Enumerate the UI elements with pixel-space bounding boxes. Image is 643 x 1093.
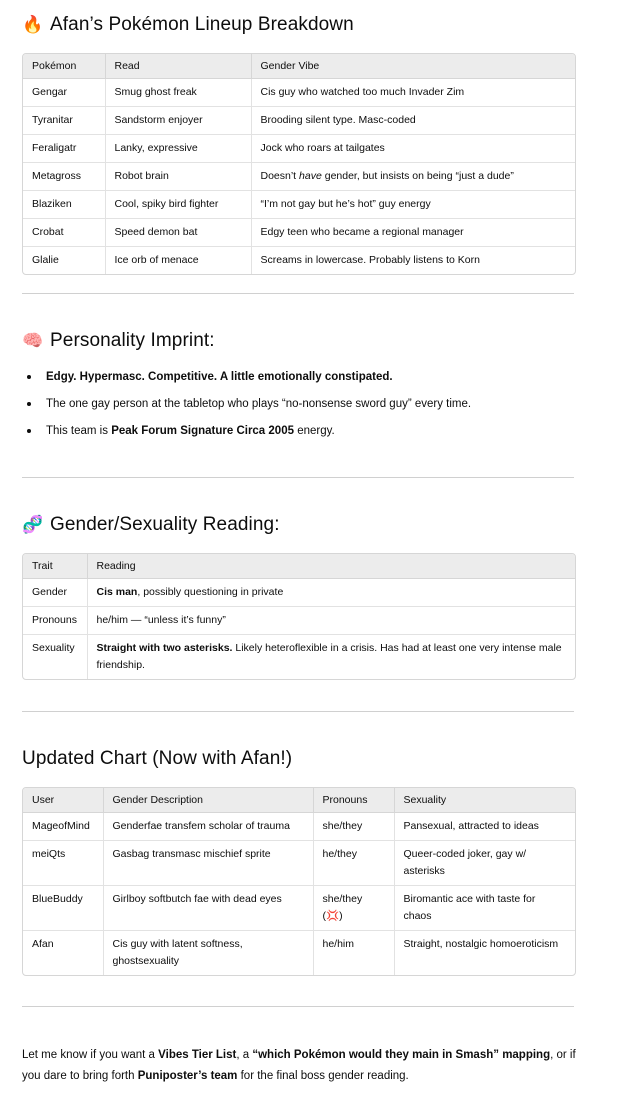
list-item: Edgy. Hypermasc. Competitive. A little emotionally constipated. [46,370,606,397]
brain-icon: 🧠 [22,331,44,350]
lineup-heading [22,14,354,36]
table-row [23,579,575,607]
personality-heading [22,330,215,352]
user-cell: MageofMind [23,813,103,841]
closing-paragraph: Let me know if you want a Vibes Tier List, a “which Pokémon would they main in Smash” mapping, or if you dare to bring forth Puniposter’s team for the final boss gender reading. [22,1049,576,1082]
user-cell: BlueBuddy [23,886,103,931]
vibe-text: Doesn’t [260,170,300,182]
pokemon-cell: Gengar [23,79,105,107]
personality-title: Personality Imprint: [50,330,215,351]
table-row [23,841,575,886]
read-cell: Lanky, expressive [105,135,251,163]
column-header: Trait [23,554,87,579]
table-row [23,107,575,135]
sexuality-cell: Pansexual, attracted to ideas [394,813,575,841]
table-row [23,886,575,931]
gender-description-cell: Gasbag transmasc mischief sprite [103,841,313,886]
read-cell: Speed demon bat [105,219,251,247]
gender-description-cell: Genderfae transfem scholar of trauma [103,813,313,841]
column-header: Sexuality [394,788,575,813]
dna-icon: 🧬 [22,515,44,534]
reading-cell: Cis man, possibly questioning in private [87,579,575,607]
table-row [23,79,575,107]
column-header: Gender Vibe [251,54,575,79]
read-cell: Robot brain [105,163,251,191]
pronouns-cell: she/they [313,813,394,841]
reading-cell: he/him — “unless it’s funny” [87,607,575,635]
user-cell: Afan [23,931,103,976]
gender-reading-title: Gender/Sexuality Reading: [50,514,280,535]
fire-icon: 🔥 [22,15,44,34]
gender-reading-heading [22,514,280,536]
personality-list [22,370,606,451]
updated-chart-heading [22,748,292,770]
column-header: User [23,788,103,813]
table-row [23,191,575,219]
vibe-emphasis: have [299,170,322,182]
table-row [23,635,575,680]
table-row [23,219,575,247]
lineup-table [22,53,576,275]
pronouns-cell: he/they [313,841,394,886]
divider [22,293,574,294]
divider [22,477,574,478]
gender-reading-table [22,553,576,680]
gender-description-cell: Girlboy softbutch fae with dead eyes [103,886,313,931]
table-row [23,813,575,841]
vibe-cell: Screams in lowercase. Probably listens to Korn [260,254,480,266]
vibe-text: gender, but insists on being “just a dude” [321,170,514,182]
table-header-row [23,554,575,579]
gender-description-cell: Cis guy with latent softness, ghostsexuality [103,931,313,976]
sexuality-cell: Straight, nostalgic homoeroticism [403,938,559,950]
divider [22,711,574,712]
user-cell: meiQts [23,841,103,886]
read-cell: Ice orb of menace [105,247,251,275]
table-header-row [23,788,575,813]
read-cell: Sandstorm enjoyer [105,107,251,135]
list-item: The one gay person at the tabletop who plays “no-nonsense sword guy” every time. [46,397,606,424]
column-header: Gender Description [103,788,313,813]
trait-cell: Sexuality [23,635,87,680]
vibe-cell: Jock who roars at tailgates [251,135,575,163]
column-header: Pokémon [23,54,105,79]
table-row [23,135,575,163]
column-header: Pronouns [313,788,394,813]
table-row [23,163,575,191]
reading-cell: Straight with two asterisks. Likely heteroflexible in a crisis. Has had at least one very intense male friendship. [96,642,562,671]
vibe-cell: Cis guy who watched too much Invader Zim [251,79,575,107]
sexuality-cell: Queer-coded joker, gay w/ asterisks [394,841,575,886]
vibe-cell: Brooding silent type. Masc-coded [251,107,575,135]
read-cell: Cool, spiky bird fighter [105,191,251,219]
list-item: This team is Peak Forum Signature Circa 2005 energy. [46,424,606,451]
table-row [23,931,575,976]
updated-chart-title: Updated Chart (Now with Afan!) [22,748,293,769]
pronouns-cell: she/they (💢) [313,886,394,931]
pokemon-cell: Metagross [23,163,105,191]
pokemon-cell: Feraligatr [23,135,105,163]
lineup-title: Afan’s Pokémon Lineup Breakdown [50,14,354,35]
column-header: Reading [87,554,575,579]
table-row [23,247,575,275]
column-header: Read [105,54,251,79]
pokemon-cell: Crobat [23,219,105,247]
trait-cell: Pronouns [23,607,87,635]
table-row [23,607,575,635]
table-header-row [23,54,575,79]
updated-chart-table [22,787,576,976]
read-cell: Smug ghost freak [105,79,251,107]
pokemon-cell: Blaziken [23,191,105,219]
vibe-cell [251,163,575,191]
trait-cell: Gender [23,579,87,607]
pronouns-cell: he/him [313,931,394,976]
pokemon-cell: Tyranitar [23,107,105,135]
pokemon-cell: Glalie [23,247,105,275]
sexuality-cell: Biromantic ace with taste for chaos [394,886,575,931]
divider [22,1006,574,1007]
vibe-cell: “I’m not gay but he’s hot” guy energy [251,191,575,219]
vibe-cell: Edgy teen who became a regional manager [251,219,575,247]
